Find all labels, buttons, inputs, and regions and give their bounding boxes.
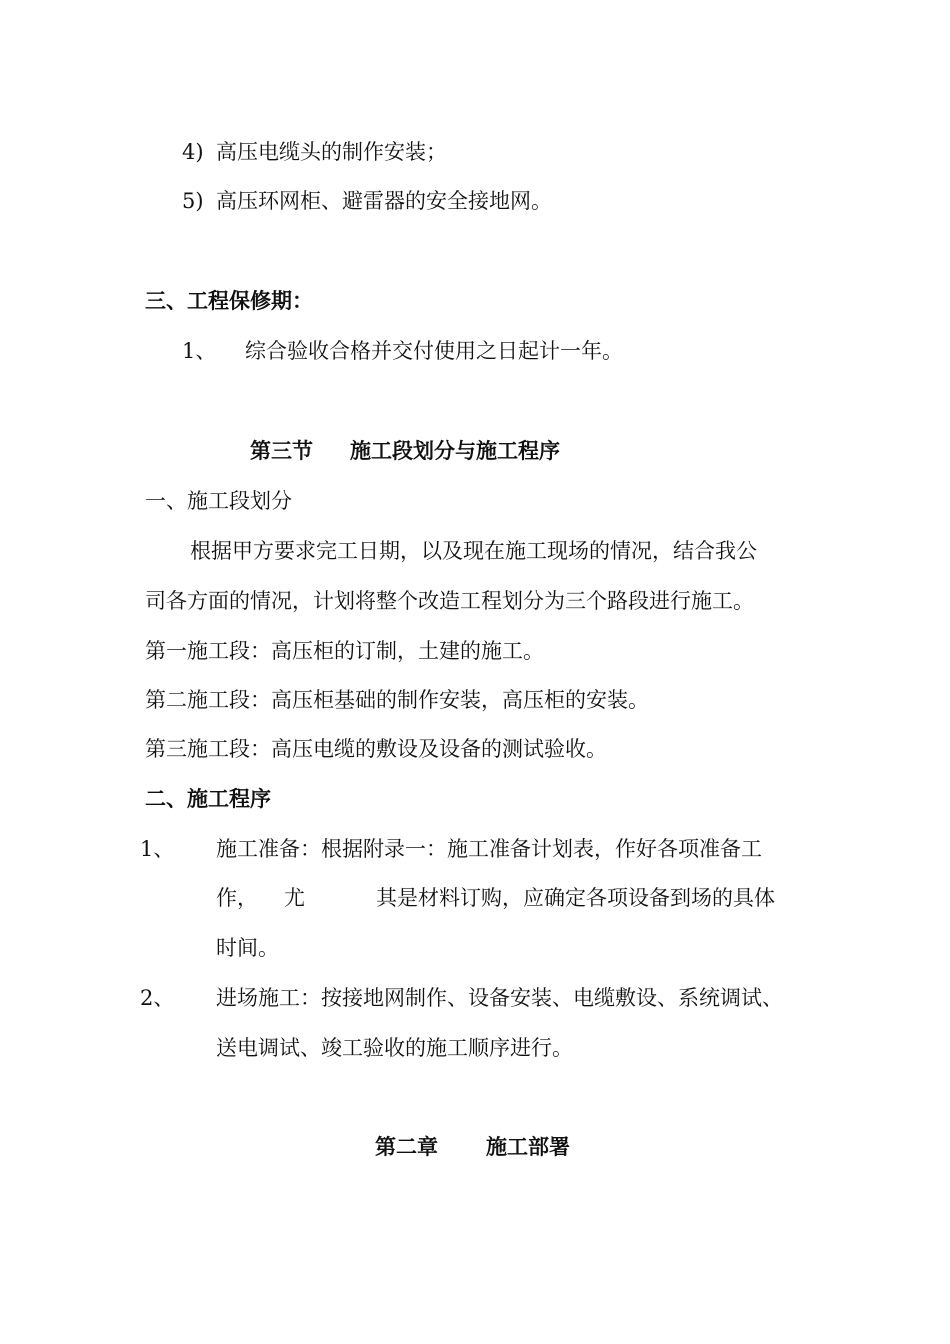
chapter-title: 施工部署 (486, 1134, 570, 1159)
part-heading-stages: 一、施工段划分 (145, 489, 292, 513)
procedure-item-line: 尤 (284, 886, 305, 910)
procedure-item-line: 施工准备：根据附录一：施工准备计划表，作好各项准备工 (216, 837, 762, 861)
part-heading-procedure: 二、施工程序 (145, 786, 271, 811)
paragraph-line: 司各方面的情况，计划将整个改造工程划分为三个路段进行施工。 (145, 589, 754, 613)
section-heading-warranty: 三、工程保修期： (145, 288, 313, 313)
procedure-item-line: 作， (216, 886, 258, 910)
procedure-item-line: 其是材料订购，应确定各项设备到场的具体 (376, 886, 775, 910)
procedure-item-line: 时间。 (216, 936, 279, 960)
warranty-item-text: 综合验收合格并交付使用之日起计一年。 (245, 339, 623, 363)
procedure-item-number: 1、 (140, 837, 175, 861)
stage-line: 第一施工段：高压柜的订制，土建的施工。 (145, 639, 544, 663)
stage-line: 第二施工段：高压柜基础的制作安装，高压柜的安装。 (145, 688, 649, 712)
paragraph-line: 根据甲方要求完工日期，以及现在施工现场的情况，结合我公 (190, 539, 757, 563)
list-item-text: 高压电缆头的制作安装； (216, 140, 447, 164)
stage-line: 第三施工段：高压电缆的敷设及设备的测试验收。 (145, 737, 607, 761)
list-item-number: 5) (182, 189, 204, 213)
procedure-item-number: 2、 (140, 986, 175, 1010)
warranty-item-number: 1、 (182, 339, 217, 363)
subsection-title: 施工段划分与施工程序 (350, 438, 560, 463)
subsection-label: 第三节 (250, 438, 313, 463)
procedure-item-line: 送电调试、竣工验收的施工顺序进行。 (216, 1036, 573, 1060)
procedure-item-line: 进场施工：按接地网制作、设备安装、电缆敷设、系统调试、 (216, 986, 783, 1010)
chapter-label: 第二章 (375, 1134, 438, 1159)
list-item-text: 高压环网柜、避雷器的安全接地网。 (216, 189, 552, 213)
list-item-number: 4) (182, 140, 204, 164)
